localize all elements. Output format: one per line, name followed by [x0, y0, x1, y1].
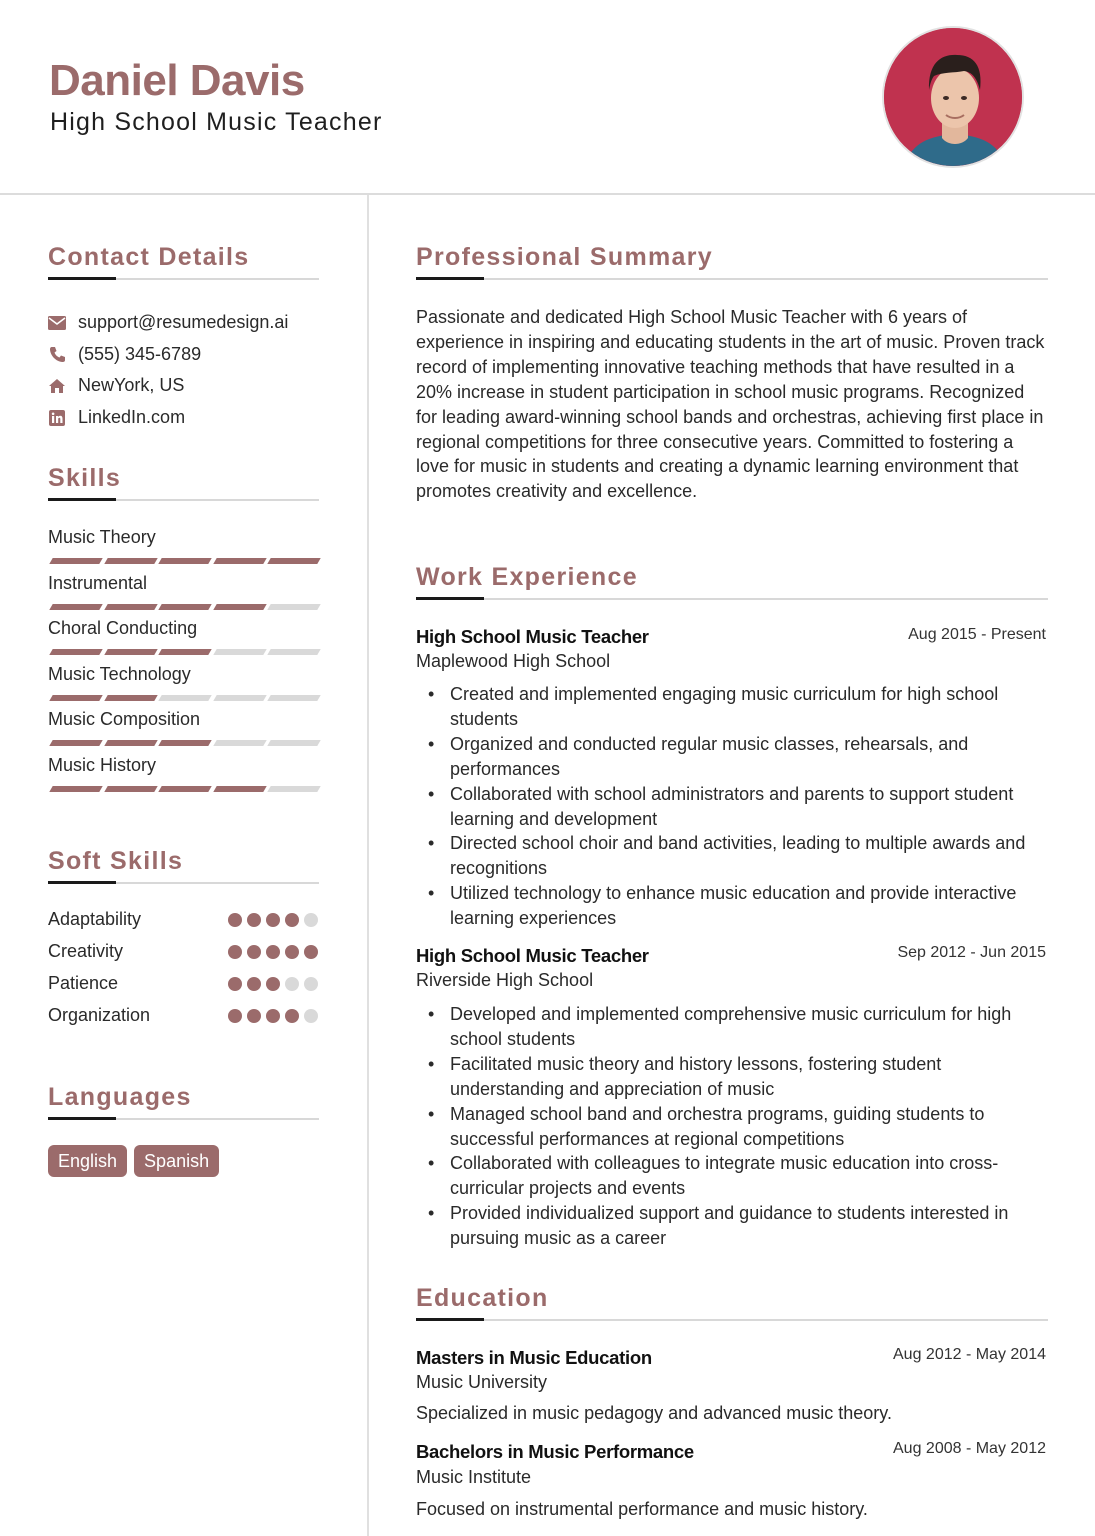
skill-rating-bar — [51, 786, 324, 792]
column-divider — [367, 195, 369, 1536]
contact-email[interactable] — [48, 312, 288, 333]
contact-linkedin[interactable] — [48, 407, 185, 428]
contact-phone-text: (555) 345-6789 — [78, 344, 202, 364]
contact-section-title: Contact Details — [48, 243, 250, 271]
skill-rating-bar — [51, 649, 324, 655]
rating-dot-icon — [266, 1009, 280, 1023]
avatar — [882, 26, 1024, 168]
job-bullet: • Organized and conducted regular music classes, rehearsals, and performances — [416, 732, 1048, 782]
degree-description: Specialized in music pedagogy and advanced music theory. — [416, 1403, 892, 1423]
rule-accent — [416, 597, 484, 600]
summary-text: Passionate and dedicated High School Music Teacher with 6 years of experience in inspiring and educating students in the art of music. Proven track record of implementing innovative teaching methods that have resulted in a 20% increase in student participation in school music programs. Recognized for leading award-winning school bands and orchestras, achieving first place in regional competitions for three consecutive years. Committed to fostering a love for music in students and creating a dynamic learning environment that promotes creativity and excellence. — [416, 307, 1045, 502]
home-icon — [48, 377, 66, 395]
rating-dot-icon — [228, 913, 242, 927]
language-badge-english: English — [48, 1145, 127, 1177]
degree-dates: Aug 2008 - May 2012 — [893, 1440, 1046, 1457]
job-bullet: • Utilized technology to enhance music education and provide interactive learning experiences — [416, 881, 1048, 931]
job-role: High School Music Teacher — [416, 945, 649, 966]
rule-accent — [416, 1318, 484, 1321]
rating-segment — [158, 604, 211, 610]
contact-email-text: support@resumedesign.ai — [78, 312, 289, 332]
skill-label: Music Technology — [48, 663, 191, 684]
skill-rating-bar — [51, 740, 324, 746]
rating-dot-icon — [285, 1009, 299, 1023]
languages-list — [48, 1145, 226, 1177]
job-bullet: • Collaborated with school administrators and parents to support student learning and development — [416, 782, 1048, 832]
rating-segment — [267, 786, 320, 792]
phone-icon — [48, 346, 66, 364]
school-name: Music University — [416, 1372, 548, 1392]
degree-description: Focused on instrumental performance and music history. — [416, 1499, 868, 1519]
rating-segment — [158, 558, 211, 564]
rule-accent — [416, 277, 484, 280]
skill-label: Instrumental — [48, 572, 148, 593]
soft-skill-label: Organization — [48, 1005, 151, 1025]
skill-label: Music Composition — [48, 709, 201, 730]
soft-skill-row — [48, 1005, 318, 1026]
job-bullets — [416, 682, 1048, 931]
job-bullet: • Developed and implemented comprehensive music curriculum for high school students — [416, 1002, 1048, 1052]
job-organization: Maplewood High School — [416, 651, 611, 671]
job-bullet: • Facilitated music theory and history lessons, fostering student understanding and appreciation of music — [416, 1052, 1048, 1102]
rating-segment — [267, 558, 320, 564]
rule-accent — [48, 277, 116, 280]
candidate-name: Daniel Davis — [49, 56, 305, 105]
rating-dot-icon — [266, 977, 280, 991]
summary-section-rule — [416, 278, 1048, 280]
job-role: High School Music Teacher — [416, 626, 649, 647]
rating-dot-icon — [304, 945, 318, 959]
contact-location — [48, 375, 184, 396]
rating-segment — [49, 786, 102, 792]
rating-segment — [213, 604, 266, 610]
rating-segment — [213, 558, 266, 564]
envelope-icon — [48, 314, 66, 332]
rating-segment — [213, 649, 266, 655]
profile-photo-icon — [884, 28, 1024, 168]
rating-dot-icon — [304, 977, 318, 991]
experience-section-rule — [416, 598, 1048, 600]
rating-segment — [104, 604, 157, 610]
rule-accent — [48, 1117, 116, 1120]
rating-segment — [104, 649, 157, 655]
skill-label: Choral Conducting — [48, 618, 198, 639]
candidate-title: High School Music Teacher — [50, 108, 383, 136]
linkedin-icon — [48, 409, 66, 427]
rating-dot-icon — [247, 977, 261, 991]
education-section-rule — [416, 1319, 1048, 1321]
contact-section-rule — [48, 278, 319, 280]
soft-skill-rating — [223, 913, 318, 927]
contact-phone[interactable] — [48, 344, 201, 365]
soft-skills-section-title: Soft Skills — [48, 847, 184, 875]
job-organization: Riverside High School — [416, 970, 594, 990]
rating-segment — [49, 740, 102, 746]
experience-section-title: Work Experience — [416, 563, 638, 591]
soft-skill-row — [48, 973, 318, 994]
skills-section-rule — [48, 499, 319, 501]
degree-title: Bachelors in Music Performance — [416, 1441, 694, 1462]
rating-dot-icon — [247, 945, 261, 959]
rating-segment — [49, 695, 102, 701]
job-bullet: • Directed school choir and band activities, leading to multiple awards and recognitions — [416, 831, 1048, 881]
rating-segment — [267, 695, 320, 701]
rating-dot-icon — [228, 977, 242, 991]
skill-label: Music History — [48, 755, 157, 775]
rating-segment — [267, 740, 320, 746]
job-dates: Sep 2012 - Jun 2015 — [897, 944, 1046, 961]
rating-dot-icon — [228, 945, 242, 959]
soft-skill-label: Patience — [48, 973, 119, 993]
rating-segment — [158, 649, 211, 655]
rating-segment — [213, 695, 266, 701]
rating-segment — [158, 740, 211, 746]
skill-label: Music Theory — [48, 527, 156, 547]
job-bullet: • Managed school band and orchestra programs, guiding students to successful performances at regional competitions — [416, 1102, 1048, 1152]
soft-skill-rating — [223, 945, 318, 959]
job-dates: Aug 2015 - Present — [908, 626, 1046, 643]
soft-skill-label: Creativity — [48, 941, 124, 961]
language-badge-spanish: Spanish — [134, 1145, 219, 1177]
rating-segment — [49, 649, 102, 655]
rating-segment — [158, 786, 211, 792]
skill-rating-bar — [51, 695, 324, 701]
languages-section-title: Languages — [48, 1083, 192, 1111]
rating-segment — [213, 786, 266, 792]
soft-skills-section-rule — [48, 882, 319, 884]
contact-linkedin-text: LinkedIn.com — [78, 407, 186, 427]
rating-dot-icon — [285, 913, 299, 927]
skills-section-title: Skills — [48, 464, 122, 492]
rating-segment — [104, 695, 157, 701]
skill-rating-bar — [51, 604, 324, 610]
job-bullet: • Created and implemented engaging music curriculum for high school students — [416, 682, 1048, 732]
skill-rating-bar — [51, 558, 324, 564]
soft-skill-rating — [223, 1009, 318, 1023]
soft-skill-row — [48, 941, 318, 962]
soft-skill-row — [48, 909, 318, 930]
rating-segment — [49, 604, 102, 610]
resume-header — [0, 0, 1095, 195]
rating-dot-icon — [285, 977, 299, 991]
rating-segment — [49, 558, 102, 564]
rating-dot-icon — [285, 945, 299, 959]
rating-dot-icon — [228, 1009, 242, 1023]
school-name: Music Institute — [416, 1467, 532, 1487]
job-bullet: • Collaborated with colleagues to integrate music education into cross-curricular projects and events — [416, 1151, 1048, 1201]
rating-dot-icon — [247, 1009, 261, 1023]
languages-section-rule — [48, 1118, 319, 1120]
rating-dot-icon — [247, 913, 261, 927]
rating-dot-icon — [266, 913, 280, 927]
job-bullet: • Provided individualized support and guidance to students interested in pursuing music as a career — [416, 1201, 1048, 1251]
job-bullets — [416, 1002, 1048, 1251]
degree-dates: Aug 2012 - May 2014 — [893, 1346, 1046, 1363]
contact-location-text: NewYork, US — [78, 375, 185, 395]
rating-segment — [104, 786, 157, 792]
rating-segment — [267, 604, 320, 610]
education-section-title: Education — [416, 1284, 549, 1312]
rating-segment — [104, 558, 157, 564]
rating-dot-icon — [304, 1009, 318, 1023]
soft-skill-label: Adaptability — [48, 909, 142, 929]
degree-title: Masters in Music Education — [416, 1347, 652, 1368]
rating-dot-icon — [266, 945, 280, 959]
rule-accent — [48, 881, 116, 884]
summary-section-title: Professional Summary — [416, 243, 713, 271]
rating-segment — [104, 740, 157, 746]
rating-segment — [158, 695, 211, 701]
rating-dot-icon — [304, 913, 318, 927]
rule-accent — [48, 498, 116, 501]
rating-segment — [213, 740, 266, 746]
rating-segment — [267, 649, 320, 655]
soft-skill-rating — [223, 977, 318, 991]
